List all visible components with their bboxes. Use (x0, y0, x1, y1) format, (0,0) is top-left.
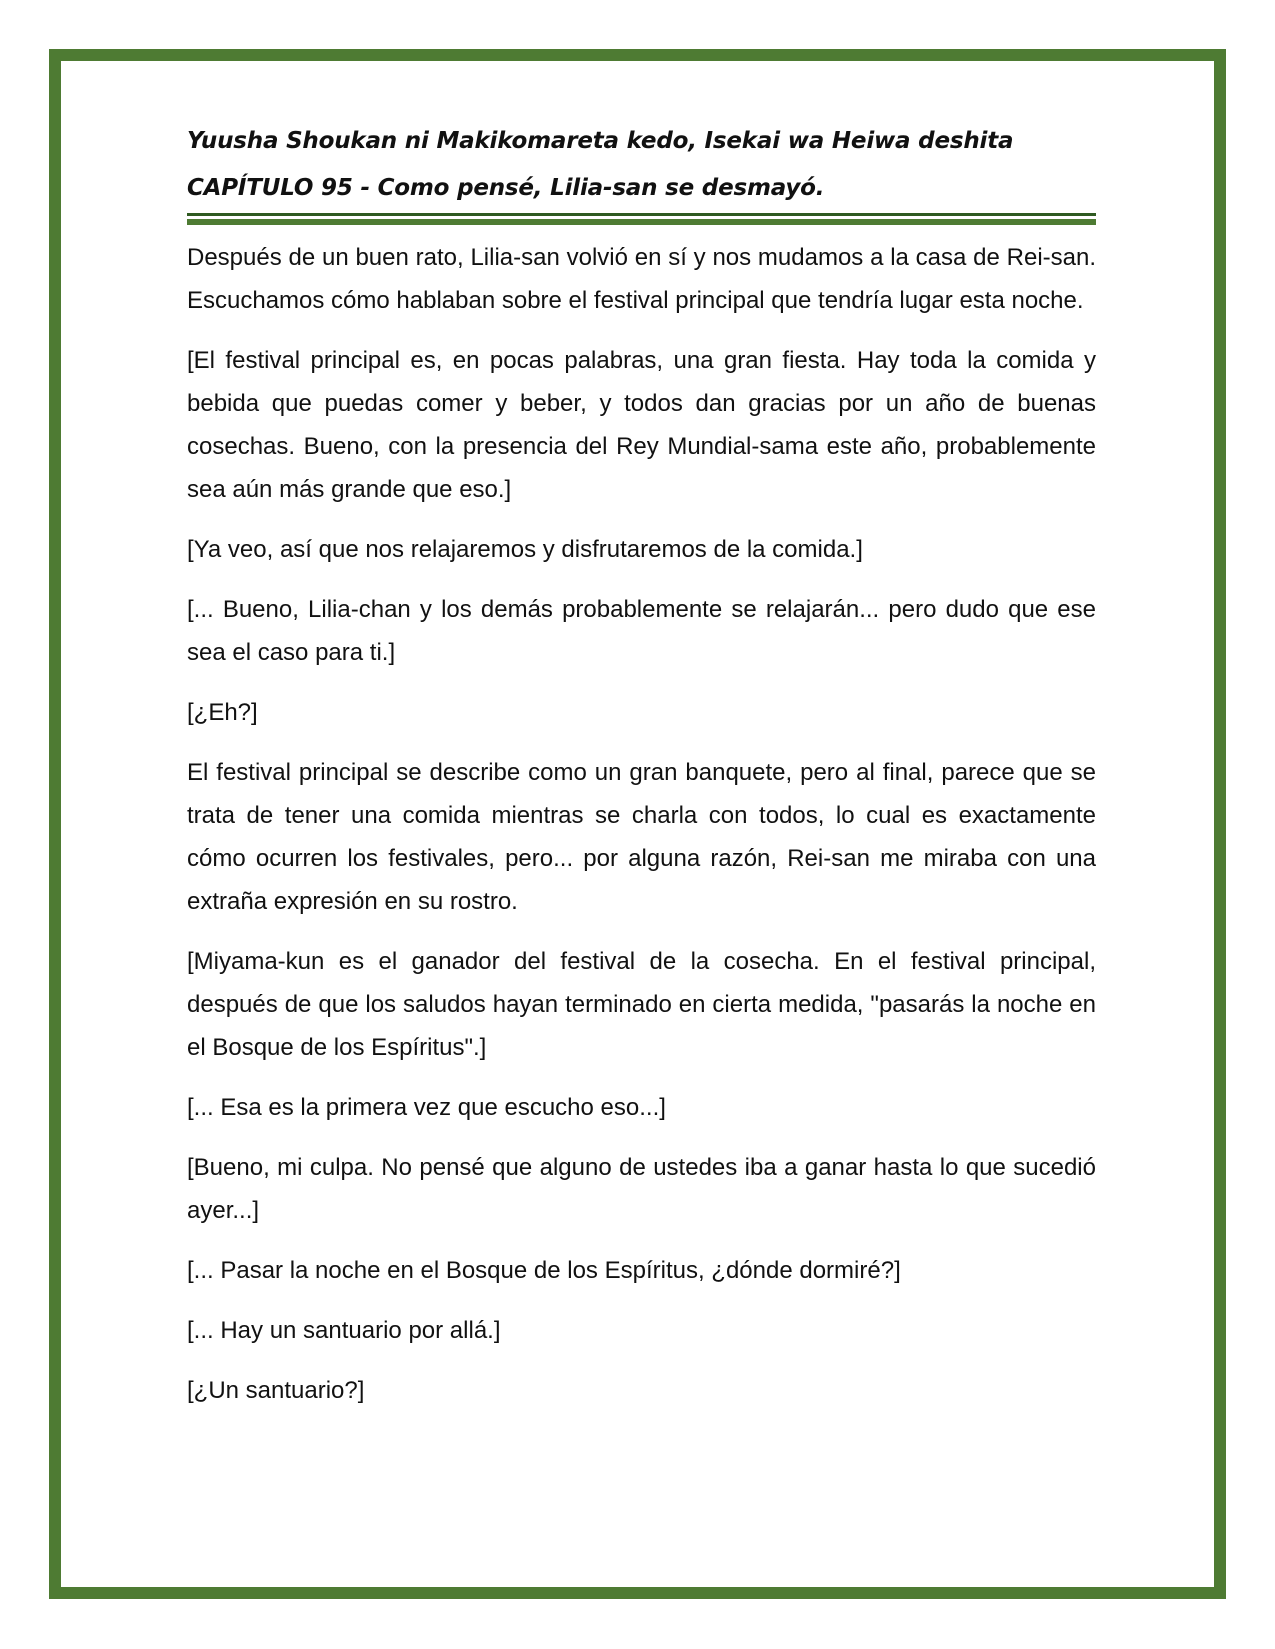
chapter-title: CAPÍTULO 95 - Como pensé, Lilia-san se desmayó. (187, 175, 825, 201)
paragraph: Después de un buen rato, Lilia-san volvió en sí y nos mudamos a la casa de Rei-san. Escuchamos cómo hablaban sobre el festival principal que tendría lugar esta noche. (187, 244, 1096, 314)
paragraph: [... Pasar la noche en el Bosque de los Espíritus, ¿dónde dormiré?] (187, 1257, 901, 1284)
page-frame (49, 49, 1226, 1599)
paragraph: [Miyama-kun es el ganador del festival de la cosecha. En el festival principal, después de que los saludos hayan terminado en cierta medida, "pasarás la noche en el Bosque de los Espíritus".] (187, 948, 1096, 1061)
paragraph: [El festival principal es, en pocas palabras, una gran fiesta. Hay toda la comida y bebida que puedas comer y beber, y todos dan gracias por un año de buenas cosechas. Bueno, con la presencia del Rey Mundial-sama este año, probablemente sea aún más grande que eso.] (187, 347, 1096, 503)
paragraph: [Bueno, mi culpa. No pensé que alguno de ustedes iba a ganar hasta lo que sucedió ayer...] (187, 1154, 1096, 1224)
paragraph: [... Hay un santuario por allá.] (187, 1317, 501, 1344)
header-rule-thick (187, 219, 1096, 225)
paragraph: [¿Un santuario?] (187, 1377, 365, 1404)
paragraph: [... Bueno, Lilia-chan y los demás probablemente se relajarán... pero dudo que ese sea el caso para ti.] (187, 596, 1096, 666)
header-rule-thin (187, 213, 1096, 216)
paragraph: El festival principal se describe como un gran banquete, pero al final, parece que se trata de tener una comida mientras se charla con todos, lo cual es exactamente cómo ocurren los festivales, pero... por alguna razón, Rei-san me miraba con una extraña expresión en su rostro. (187, 759, 1096, 915)
chapter-body (187, 236, 1096, 1429)
paragraph: [Ya veo, así que nos relajaremos y disfrutaremos de la comida.] (187, 536, 863, 563)
paragraph: [... Esa es la primera vez que escucho eso...] (187, 1094, 666, 1121)
series-title: Yuusha Shoukan ni Makikomareta kedo, Isekai wa Heiwa deshita (187, 128, 1014, 154)
paragraph: [¿Eh?] (187, 699, 258, 726)
document-header (187, 126, 1096, 225)
